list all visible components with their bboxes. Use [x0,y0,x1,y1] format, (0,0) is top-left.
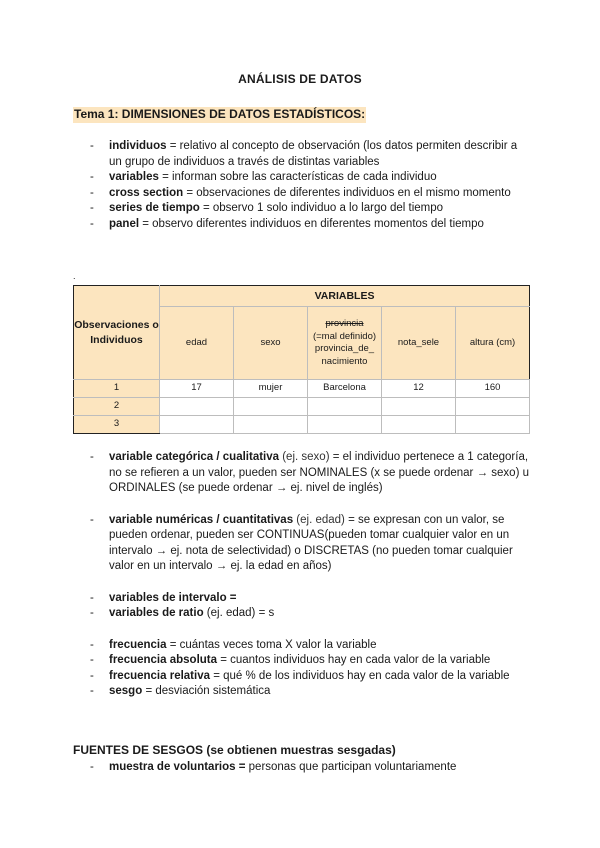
sesgos-list [90,760,530,776]
provincia-note: (=mal definido) [312,330,377,342]
provincia-new-label: provincia_de_ nacimiento [314,343,375,367]
col-header-edad: edad [160,307,234,380]
list-item-numericas: - variable numéricas / cuantitativas (ej. edad) = se expresan con un valor, se pueden ordenar, pueden ser CONTINUAS(pueden tomar cualquier valor en un intervalo → ej. nota de selectividad) o DISCRETAS (no pueden tomar cualquier valor en un intervalo → ej. la edad en años) [90,513,530,575]
section-heading-tema1: Tema 1: DIMENSIONES DE DATOS ESTADÍSTICOS: [74,107,366,121]
definitions-list [90,139,530,232]
list-item-voluntarios: - muestra de voluntarios = personas que participan voluntariamente [90,760,530,776]
list-item: - cross section = observaciones de diferentes individuos en el mismo momento [90,186,530,202]
list-item: - frecuencia relativa = qué % de los individuos hay en cada valor de la variable [90,669,530,685]
list-item: - individuos = relativo al concepto de observación (los datos permiten describir a un grupo de individuos a través de distintas variables [90,139,530,170]
col-header-altura: altura (cm) [456,307,530,380]
list-item: - series de tiempo = observo 1 solo individuo a lo largo del tiempo [90,201,530,217]
list-item: - variables = informan sobre las características de cada individuo [90,170,530,186]
col-header-nota: nota_sele [382,307,456,380]
list-item: - frecuencia absoluta = cuantos individuos hay en cada valor de la variable [90,653,530,669]
observaciones-header: Observaciones o Individuos [74,286,160,380]
fuentes-heading: FUENTES DE SESGOS (se obtienen muestras sesgadas) [73,743,396,757]
list-item: - sesgo = desviación sistemática [90,684,530,700]
variable-types-list [90,450,530,700]
table-row: 2 [74,398,530,416]
page-title: ANÁLISIS DE DATOS [238,72,362,86]
provincia-struck-label: provincia [325,318,364,329]
list-item: - frecuencia = cuántas veces toma X valor la variable [90,638,530,654]
col-header-sexo: sexo [234,307,308,380]
table-row: 1 17 mujer Barcelona 12 160 [74,380,530,398]
table-row: 3 [74,416,530,434]
variables-header: VARIABLES [160,286,530,307]
stray-mark: . [73,271,76,281]
variables-table [73,285,530,434]
list-item: - panel = observo diferentes individuos en diferentes momentos del tiempo [90,217,530,233]
list-item-ratio: - variables de ratio (ej. edad) = s [90,606,530,622]
list-item-intervalo: - variables de intervalo = [90,591,530,607]
list-item-categorica: - variable categórica / cualitativa (ej. sexo) = el individuo pertenece a 1 categoría, no se refieren a un valor, pueden ser NOMINALES (x se puede ordenar → sexo) u ORDINALES (se puede ordenar → ej. nivel de inglés) [90,450,530,497]
col-header-provincia [308,307,382,380]
